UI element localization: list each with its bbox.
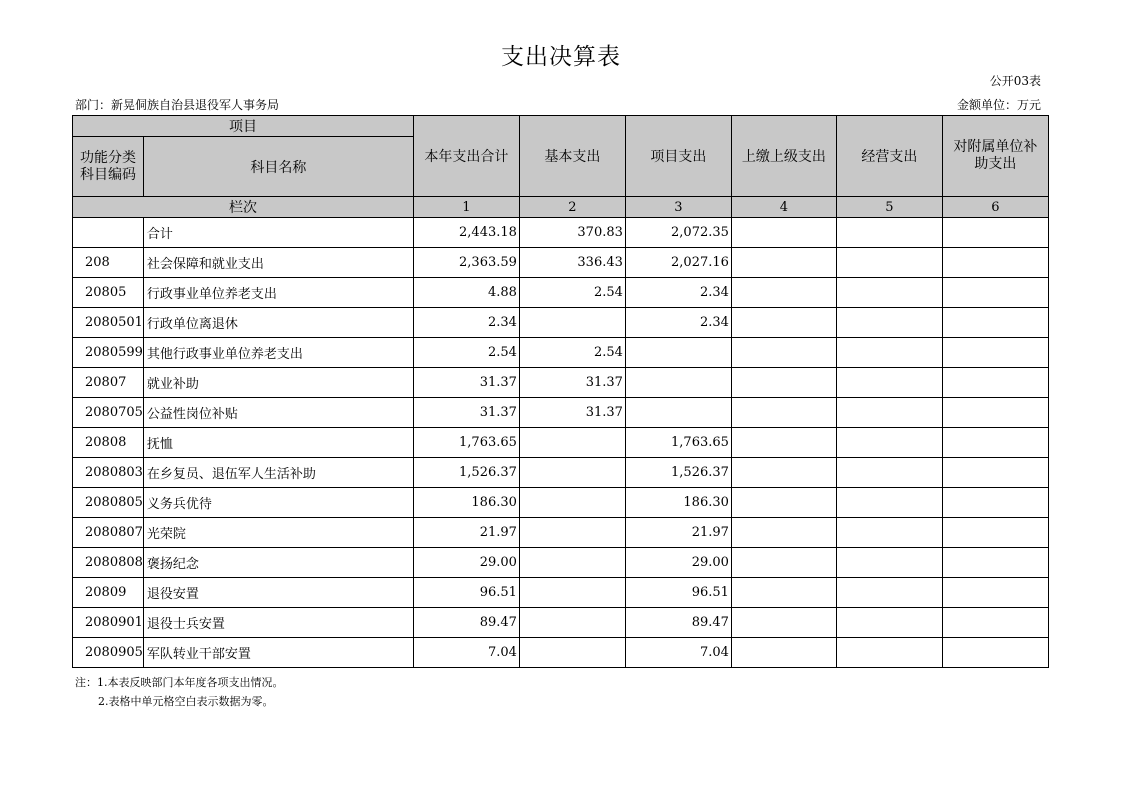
row-total: 89.47 <box>413 608 519 638</box>
column-number: 5 <box>836 197 942 218</box>
column-number: 4 <box>731 197 836 218</box>
row-upper <box>731 608 836 638</box>
row-name: 合计 <box>143 218 413 248</box>
row-subsidy <box>942 458 1048 488</box>
row-project: 186.30 <box>625 488 731 518</box>
row-subsidy <box>942 518 1048 548</box>
row-project <box>625 338 731 368</box>
row-name: 就业补助 <box>143 368 413 398</box>
row-business <box>836 308 942 338</box>
table-row <box>73 428 1049 458</box>
row-name: 抚恤 <box>143 428 413 458</box>
row-name: 公益性岗位补贴 <box>143 398 413 428</box>
row-project <box>625 368 731 398</box>
row-upper <box>731 548 836 578</box>
department-label: 部门：新晃侗族自治县退役军人事务局 <box>75 98 280 112</box>
header-subject-name: 科目名称 <box>143 137 413 197</box>
row-subsidy <box>942 368 1048 398</box>
row-subsidy <box>942 278 1048 308</box>
row-name: 社会保障和就业支出 <box>143 248 413 278</box>
row-code: 2080901 <box>73 608 144 638</box>
page-title: 支出决算表 <box>501 44 621 70</box>
table-row <box>73 338 1049 368</box>
table-row <box>73 518 1049 548</box>
row-name: 行政事业单位养老支出 <box>143 278 413 308</box>
header-item: 项目 <box>73 116 414 137</box>
row-project: 21.97 <box>625 518 731 548</box>
row-code: 2080599 <box>73 338 144 368</box>
header-business: 经营支出 <box>836 116 942 197</box>
row-upper <box>731 488 836 518</box>
row-code: 208 <box>73 248 144 278</box>
row-business <box>836 218 942 248</box>
header-basic: 基本支出 <box>519 116 625 197</box>
table-row <box>73 608 1049 638</box>
header-column-order: 栏次 <box>73 197 414 218</box>
row-basic <box>519 608 625 638</box>
row-code <box>73 218 144 248</box>
row-name: 行政单位离退休 <box>143 308 413 338</box>
row-basic <box>519 638 625 668</box>
row-project: 1,526.37 <box>625 458 731 488</box>
row-project: 7.04 <box>625 638 731 668</box>
row-business <box>836 338 942 368</box>
row-upper <box>731 368 836 398</box>
row-business <box>836 578 942 608</box>
row-project: 2.34 <box>625 278 731 308</box>
row-total: 2.34 <box>413 308 519 338</box>
row-total: 21.97 <box>413 518 519 548</box>
table-row <box>73 368 1049 398</box>
row-upper <box>731 278 836 308</box>
row-subsidy <box>942 428 1048 458</box>
row-subsidy <box>942 218 1048 248</box>
row-code: 2080705 <box>73 398 144 428</box>
row-business <box>836 458 942 488</box>
row-subsidy <box>942 248 1048 278</box>
row-total: 2,363.59 <box>413 248 519 278</box>
row-total: 2.54 <box>413 338 519 368</box>
row-name: 光荣院 <box>143 518 413 548</box>
table-row <box>73 488 1049 518</box>
row-project: 2,072.35 <box>625 218 731 248</box>
column-number: 6 <box>942 197 1048 218</box>
row-subsidy <box>942 608 1048 638</box>
table-row <box>73 398 1049 428</box>
table-row <box>73 278 1049 308</box>
row-business <box>836 488 942 518</box>
row-business <box>836 248 942 278</box>
row-name: 军队转业干部安置 <box>143 638 413 668</box>
row-name: 退役安置 <box>143 578 413 608</box>
table-row <box>73 638 1049 668</box>
row-upper <box>731 458 836 488</box>
row-name: 义务兵优待 <box>143 488 413 518</box>
row-business <box>836 608 942 638</box>
row-subsidy <box>942 488 1048 518</box>
row-total: 1,526.37 <box>413 458 519 488</box>
row-total: 7.04 <box>413 638 519 668</box>
row-project: 89.47 <box>625 608 731 638</box>
row-business <box>836 638 942 668</box>
row-subsidy <box>942 548 1048 578</box>
expenditure-table <box>72 115 1049 668</box>
row-subsidy <box>942 308 1048 338</box>
row-business <box>836 278 942 308</box>
row-code: 20808 <box>73 428 144 458</box>
row-code: 2080807 <box>73 518 144 548</box>
row-project <box>625 398 731 428</box>
row-basic: 370.83 <box>519 218 625 248</box>
row-name: 退役士兵安置 <box>143 608 413 638</box>
row-name: 在乡复员、退伍军人生活补助 <box>143 458 413 488</box>
row-basic: 31.37 <box>519 368 625 398</box>
notes <box>75 673 284 711</box>
row-business <box>836 428 942 458</box>
form-code: 公开03表 <box>989 74 1041 88</box>
row-upper <box>731 218 836 248</box>
header-total: 本年支出合计 <box>413 116 519 197</box>
row-project: 2,027.16 <box>625 248 731 278</box>
row-upper <box>731 308 836 338</box>
row-basic: 336.43 <box>519 248 625 278</box>
table-row <box>73 248 1049 278</box>
row-code: 20805 <box>73 278 144 308</box>
header-func-code: 功能分类科目编码 <box>73 137 144 197</box>
header-upper: 上缴上级支出 <box>731 116 836 197</box>
row-total: 96.51 <box>413 578 519 608</box>
row-basic <box>519 308 625 338</box>
row-basic <box>519 548 625 578</box>
unit-label: 金额单位：万元 <box>956 98 1041 112</box>
row-basic: 2.54 <box>519 278 625 308</box>
row-business <box>836 548 942 578</box>
row-total: 186.30 <box>413 488 519 518</box>
note-2: 2.表格中单元格空白表示数据为零。 <box>98 695 274 708</box>
row-total: 4.88 <box>413 278 519 308</box>
row-total: 31.37 <box>413 368 519 398</box>
column-number: 3 <box>625 197 731 218</box>
row-upper <box>731 638 836 668</box>
row-subsidy <box>942 398 1048 428</box>
row-code: 2080805 <box>73 488 144 518</box>
row-subsidy <box>942 338 1048 368</box>
row-basic <box>519 458 625 488</box>
row-business <box>836 518 942 548</box>
row-code: 2080803 <box>73 458 144 488</box>
row-upper <box>731 518 836 548</box>
row-project: 96.51 <box>625 578 731 608</box>
table-row <box>73 218 1049 248</box>
row-business <box>836 398 942 428</box>
header-subsidy: 对附属单位补助支出 <box>942 116 1048 197</box>
row-basic <box>519 428 625 458</box>
row-code: 2080905 <box>73 638 144 668</box>
row-basic: 2.54 <box>519 338 625 368</box>
row-basic <box>519 518 625 548</box>
column-number: 2 <box>519 197 625 218</box>
row-code: 2080501 <box>73 308 144 338</box>
row-basic <box>519 488 625 518</box>
row-subsidy <box>942 578 1048 608</box>
row-basic <box>519 578 625 608</box>
row-project: 2.34 <box>625 308 731 338</box>
row-basic: 31.37 <box>519 398 625 428</box>
row-total: 1,763.65 <box>413 428 519 458</box>
note-1: 注：1.本表反映部门本年度各项支出情况。 <box>75 676 284 689</box>
row-project: 29.00 <box>625 548 731 578</box>
row-subsidy <box>942 638 1048 668</box>
table-row <box>73 578 1049 608</box>
row-project: 1,763.65 <box>625 428 731 458</box>
table-row <box>73 458 1049 488</box>
row-code: 20809 <box>73 578 144 608</box>
row-total: 31.37 <box>413 398 519 428</box>
table-row <box>73 548 1049 578</box>
column-number: 1 <box>413 197 519 218</box>
row-name: 褒扬纪念 <box>143 548 413 578</box>
row-upper <box>731 428 836 458</box>
row-code: 2080808 <box>73 548 144 578</box>
row-name: 其他行政事业单位养老支出 <box>143 338 413 368</box>
row-code: 20807 <box>73 368 144 398</box>
row-total: 2,443.18 <box>413 218 519 248</box>
row-business <box>836 368 942 398</box>
row-total: 29.00 <box>413 548 519 578</box>
row-upper <box>731 338 836 368</box>
row-upper <box>731 248 836 278</box>
table-row <box>73 308 1049 338</box>
header-project: 项目支出 <box>625 116 731 197</box>
row-upper <box>731 578 836 608</box>
row-upper <box>731 398 836 428</box>
